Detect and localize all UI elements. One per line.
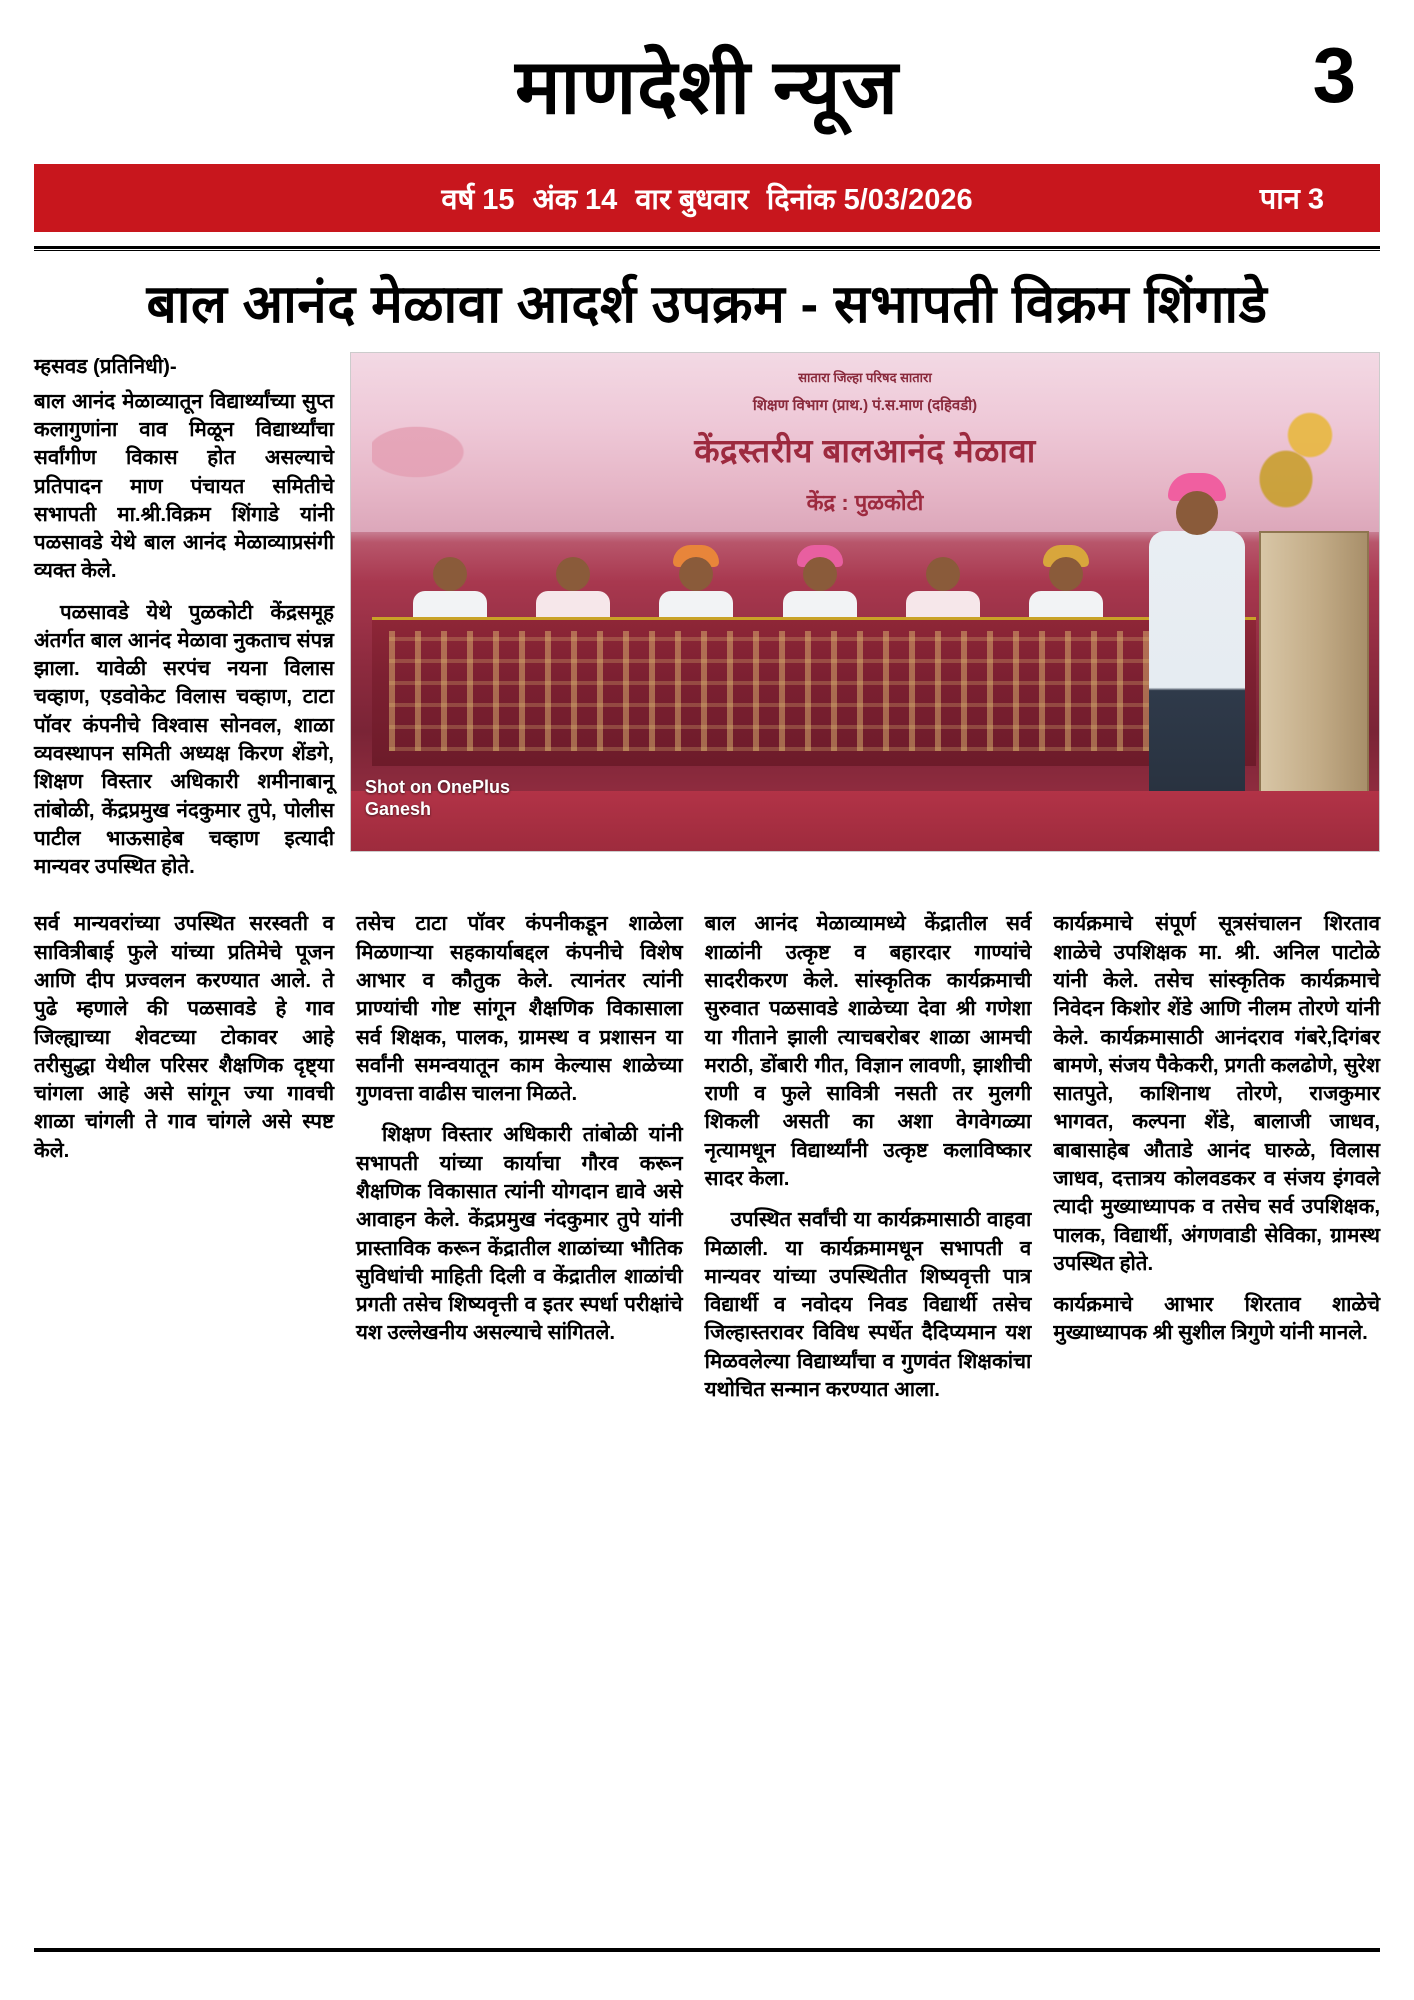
day-label: वार बुधवार: [635, 183, 749, 216]
article-columns: [34, 910, 1380, 1417]
photo-scene: [351, 353, 1379, 851]
photo-credit: [365, 777, 510, 820]
article-top-section: [34, 352, 1380, 895]
masthead: [34, 18, 1380, 158]
article-column-4: [1053, 910, 1380, 1417]
backdrop-text-line4: केंद्र : पुळकोटी: [806, 490, 924, 516]
photo-credit-line1: Shot on OnePlus: [365, 777, 511, 798]
person-head-icon: [803, 557, 837, 591]
article-column-1: [34, 910, 334, 1417]
article-paragraph: शिक्षण विस्तार अधिकारी तांबोळी यांनी सभापती यांच्या कार्याचा गौरव करून शैक्षणिक विकासात त्यांनी योगदान द्यावे असे आवाहन केले. केंद्रप्रमुख नंदकुमार तुपे यांनी प्रास्ताविक करून केंद्रातील शाळांच्या भौतिक सुविधांची माहिती दिली व केंद्रातील शाळांची प्रगती तसेच शिष्यवृत्ती व इतर स्पर्धा परीक्षांचे यश उल्लेखनीय असल्याचे सांगितले.: [356, 1123, 683, 1345]
podium: [1259, 531, 1369, 831]
footer-divider: [34, 1948, 1380, 1952]
backdrop-text-line2: शिक्षण विभाग (प्राथ.) पं.स.माण (दहिवडी): [752, 396, 978, 414]
event-photo: [350, 352, 1380, 852]
article-paragraph: सर्व मान्यवरांच्या उपस्थित सरस्वती व सावित्रीबाई फुले यांच्या प्रतिमेचे पूजन आणि दीप प्रज्वलन करण्यात आले. ते पुढे म्हणाले की पळसावडे हे गाव जिल्ह्याच्या शेवटच्या टोकावर आहे तरीसुद्धा येथील परिसर शैक्षणिक दृष्ट्या चांगला आहे असे सांगून ज्या गावची शाळा चांगली ते गाव चांगले असे स्पष्ट केले.: [34, 912, 334, 1162]
article-paragraph: कार्यक्रमाचे आभार शिरताव शाळेचे मुख्याध्यापक श्री सुशील त्रिगुणे यांनी मानले.: [1053, 1293, 1381, 1345]
article-column-1-top: [34, 352, 334, 895]
article-column-3: [705, 910, 1032, 1417]
article-paragraph: बाल आनंद मेळाव्यामध्ये केंद्रातील सर्व शाळांनी उत्कृष्ट व बहारदार गाण्यांचे सादरीकरण केले. सांस्कृतिक कार्यक्रमाची सुरुवात पळसावडे शाळेच्या देवा श्री गणेशा या गीताने झाली त्याचबरोबर शाळा आमची मराठी, डोंबारी गीत, विज्ञान लावणी, झाशीची राणी व फुले सावित्री नसती तर मुलगी शिकली असती का अशा वेगवेगळ्या नृत्यामधून विद्यार्थ्यांनी उत्कृष्ट कलाविष्कार सादर केला.: [704, 912, 1032, 1190]
article-paragraph: बाल आनंद मेळाव्यातून विद्यार्थ्यांच्या सुप्त कलागुणांना वाव मिळून विद्यार्थ्यांचा सर्वांगीण विकास होत असल्याचे प्रतिपादन माण पंचायत समितीचे सभापती मा.श्री.विक्रम शिंगाडे यांनी पळसावडे येथे बाल आनंद मेळाव्याप्रसंगी व्यक्त केले.: [34, 389, 334, 583]
header-divider: [34, 246, 1380, 251]
article-paragraph: तसेच टाटा पॉवर कंपनीकडून शाळेला मिळणाऱ्या सहकार्याबद्दल कंपनीचे विशेष आभार व कौतुक केले. त्यानंतर त्यांनी प्राण्यांची गोष्ट सांगून शैक्षणिक विकासाला सर्व शिक्षक, पालक, ग्रामस्थ व प्रशासन या सर्वांनी समन्वयातून काम केल्यास शाळेच्या गुणवत्ता वाढीस चालना मिळते.: [356, 912, 683, 1106]
person-head-icon: [1049, 557, 1083, 591]
person-head-icon: [433, 557, 467, 591]
issue-banner-details: [441, 179, 972, 218]
dateline: म्हसवड (प्रतिनिधी)-: [34, 354, 177, 378]
date-label: दिनांक 5/03/2026: [766, 183, 973, 216]
person-head-icon: [556, 557, 590, 591]
article-headline: बाल आनंद मेळावा आदर्श उपक्रम - सभापती विक्रम शिंगाडे: [146, 275, 1268, 334]
person-head-icon: [679, 557, 713, 591]
backdrop-text-line3: केंद्रस्तरीय बालआनंद मेळावा: [694, 432, 1036, 470]
volume-label: वर्ष 15: [441, 183, 515, 216]
page-label: पान 3: [1259, 183, 1324, 216]
speaker-head-icon: [1176, 491, 1218, 535]
article-paragraph: कार्यक्रमाचे संपूर्ण सूत्रसंचालन शिरताव शाळेचे उपशिक्षक मा. श्री. अनिल पाटोळे यांनी केले. तसेच सांस्कृतिक कार्यक्रमाचे निवेदन किशोर शेंडे आणि नीलम तोरणे यांनी केले. कार्यक्रमासाठी आनंदराव गंबरे,दिगंबर बामणे, संजय पैकेकरी, प्रगती कलढोणे, सुरेश सातपुते, काशिनाथ तोरणे, राजकुमार भागवत, कल्पना शेंडे, बालाजी जाधव, बाबासाहेब औताडे आनंद घारुळे, विलास जाधव, दत्तात्रय कोलवडकर व संजय इंगवले त्यादी मुख्याध्यापक व तसेच सर्व उपशिक्षक, पालक, विद्यार्थी, अंगणवाडी सेविका, ग्रामस्थ उपस्थित होते.: [1053, 912, 1381, 1275]
person-head-icon: [926, 557, 960, 591]
article-paragraph: पळसावडे येथे पुळकोटी केंद्रसमूह अंतर्गत बाल आनंद मेळावा नुकताच संपन्न झाला. यावेळी सरपंच नयना विलास चव्हाण, एडवोकेट विलास चव्हाण, टाटा पॉवर कंपनीचे विश्वास सोनवल, शाळा व्यवस्थापन समिती अध्यक्ष किरण शेंडगे, शिक्षण विस्तार अधिकारी शमीनाबानू तांबोळी, केंद्रप्रमुख नंदकुमार तुपे, पोलीस पाटील भाऊसाहेब चव्हाण इत्यादी मान्यवर उपस्थित होते.: [34, 600, 334, 879]
issue-banner: [34, 164, 1380, 232]
article-paragraph: उपस्थित सर्वांची या कार्यक्रमासाठी वाहवा मिळाली. या कार्यक्रमामधून सभापती व मान्यवर यांच्या उपस्थितीत शिष्यवृत्ती पात्र विद्यार्थी व नवोदय निवड विद्यार्थी तसेच जिल्हास्तरावर विविध स्पर्धेत दैदिप्यमान यश मिळवलेल्या विद्यार्थ्यांचा व गुणवंत शिक्षकांचा यथोचित सन्मान करण्यात आला.: [704, 1208, 1032, 1401]
table-cloth-pattern: [389, 631, 1238, 751]
backdrop-text-line1: सातारा जिल्हा परिषद सातारा: [798, 369, 932, 385]
speaker-person: [1149, 531, 1245, 821]
stage-table: [372, 617, 1256, 766]
masthead-title: माणदेशी न्यूज: [515, 45, 899, 130]
article-column-2: [356, 910, 683, 1417]
photo-credit-line2: Ganesh: [365, 799, 432, 820]
issue-label: अंक 14: [532, 183, 618, 216]
page-number-large: 3: [1312, 31, 1356, 119]
